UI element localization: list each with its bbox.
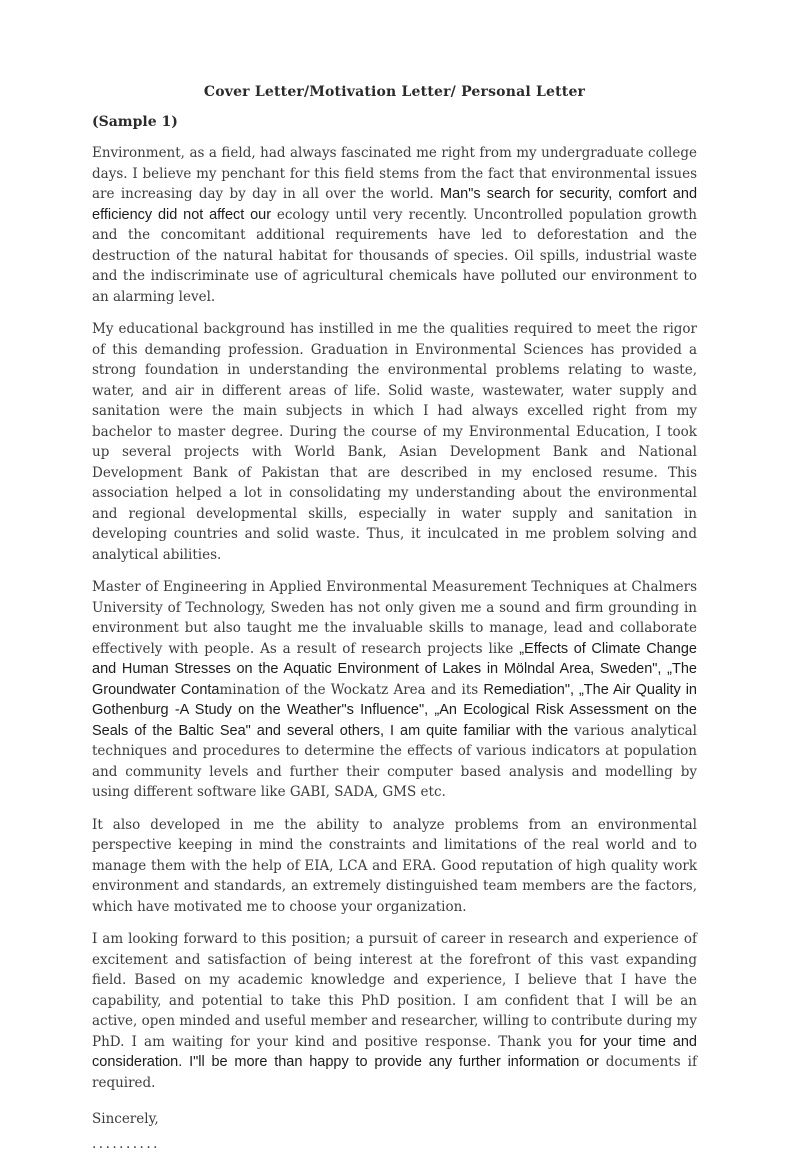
text-run: various analytical techniques and procedures to determine the effects of various indicators at population and community levels and further their computer based analysis and modelling by using different software like GABI, SADA, GMS etc. bbox=[92, 722, 697, 800]
text-run-emphasis: Man"s search for security, comfort and efficiency did not affect our bbox=[92, 186, 698, 223]
text-run: ecology until very recently. Uncontrolled population growth and the concomitant additional requirements have led to deforestation and the destruction of the natural habitat for thousands of species. Oil spills, industrial waste and the indiscriminate use of agricultural chemicals have polluted our environment to an alarming level. bbox=[92, 206, 697, 305]
text-run: mination of the Wockatz Area and its bbox=[219, 681, 484, 698]
paragraph-education bbox=[92, 319, 697, 565]
signature-placeholder-dots: .......... bbox=[92, 1136, 160, 1152]
paragraph-skills bbox=[92, 815, 697, 918]
document-title: Cover Letter/Motivation Letter/ Personal Letter bbox=[203, 84, 586, 100]
paragraph-research bbox=[92, 577, 697, 803]
text-run: I am looking forward to this position; a pursuit of career in research and experience of excitement and satisfaction of being interest at the forefront of this vast expanding field. Based on my academic knowledge and experience, I believe that I have the capability, and potential to take this PhD position. I am confident that I will be an active, open minded and useful member and researcher, willing to contribute during my PhD. I am waiting for your kind and positive response. Thank you bbox=[92, 931, 697, 1050]
text-run: Environment, as a field, had always fascinated me right from my undergraduate college days. I believe my penchant for this field stems from the fact that environmental issues are increasing day by day in all over the world. bbox=[92, 145, 697, 202]
paragraph-outlook bbox=[92, 929, 697, 1093]
closing-block bbox=[92, 1108, 697, 1155]
text-run-emphasis: Remediation", „The Air Quality in Gothenburg -A Study on the Weather"s Influence", „An Ecological Risk Assessment on the Seals of the Baltic Sea" and several others, I am quite familiar with the bbox=[92, 681, 697, 739]
text-run: documents if required. bbox=[92, 1054, 697, 1091]
sample-label: (Sample 1) bbox=[92, 114, 178, 130]
text-run: My educational background has instilled in me the qualities required to meet the rigor of this demanding profession. Graduation in Environmental Sciences has provided a strong foundation in understanding the environmental problems relating to waste, water, and air in different areas of life. Solid waste, wastewater, water supply and sanitation were the main subjects in which I had always excelled right from my bachelor to master degree. During the course of my Environmental Education, I took up several projects with World Bank, Asian Development Bank and National Development Bank of Pakistan that are described in my enclosed resume. This association helped a lot in consolidating my understanding about the environmental and regional developmental skills, especially in water supply and sanitation in developing countries and solid waste. Thus, it inculcated in me problem solving and analytical abilities. bbox=[92, 321, 697, 563]
text-run-emphasis: for your time and consideration. I"ll be more than happy to provide any further information or bbox=[92, 1033, 697, 1070]
text-run: Master of Engineering in Applied Environmental Measurement Techniques at Chalmers University of Technology, Sweden has not only given me a sound and firm grounding in environment but also taught me the invaluable skills to manage, lead and collaborate effectively with people. As a result of research projects like bbox=[92, 579, 697, 657]
closing-salutation: Sincerely, bbox=[92, 1111, 159, 1127]
text-run-emphasis: „Effects of Climate Change and Human Stresses on the Aquatic Environment of Lakes in Mölndal Area, Sweden", „The Groundwater Conta bbox=[92, 640, 698, 698]
paragraph-intro bbox=[92, 143, 697, 307]
text-run: It also developed in me the ability to analyze problems from an environmental perspective keeping in mind the constraints and limitations of the real world and to manage them with the help of EIA, LCA and ERA. Good reputation of high quality work environment and standards, an extremely distinguished team members are the factors, which have motivated me to choose your organization. bbox=[92, 816, 697, 915]
